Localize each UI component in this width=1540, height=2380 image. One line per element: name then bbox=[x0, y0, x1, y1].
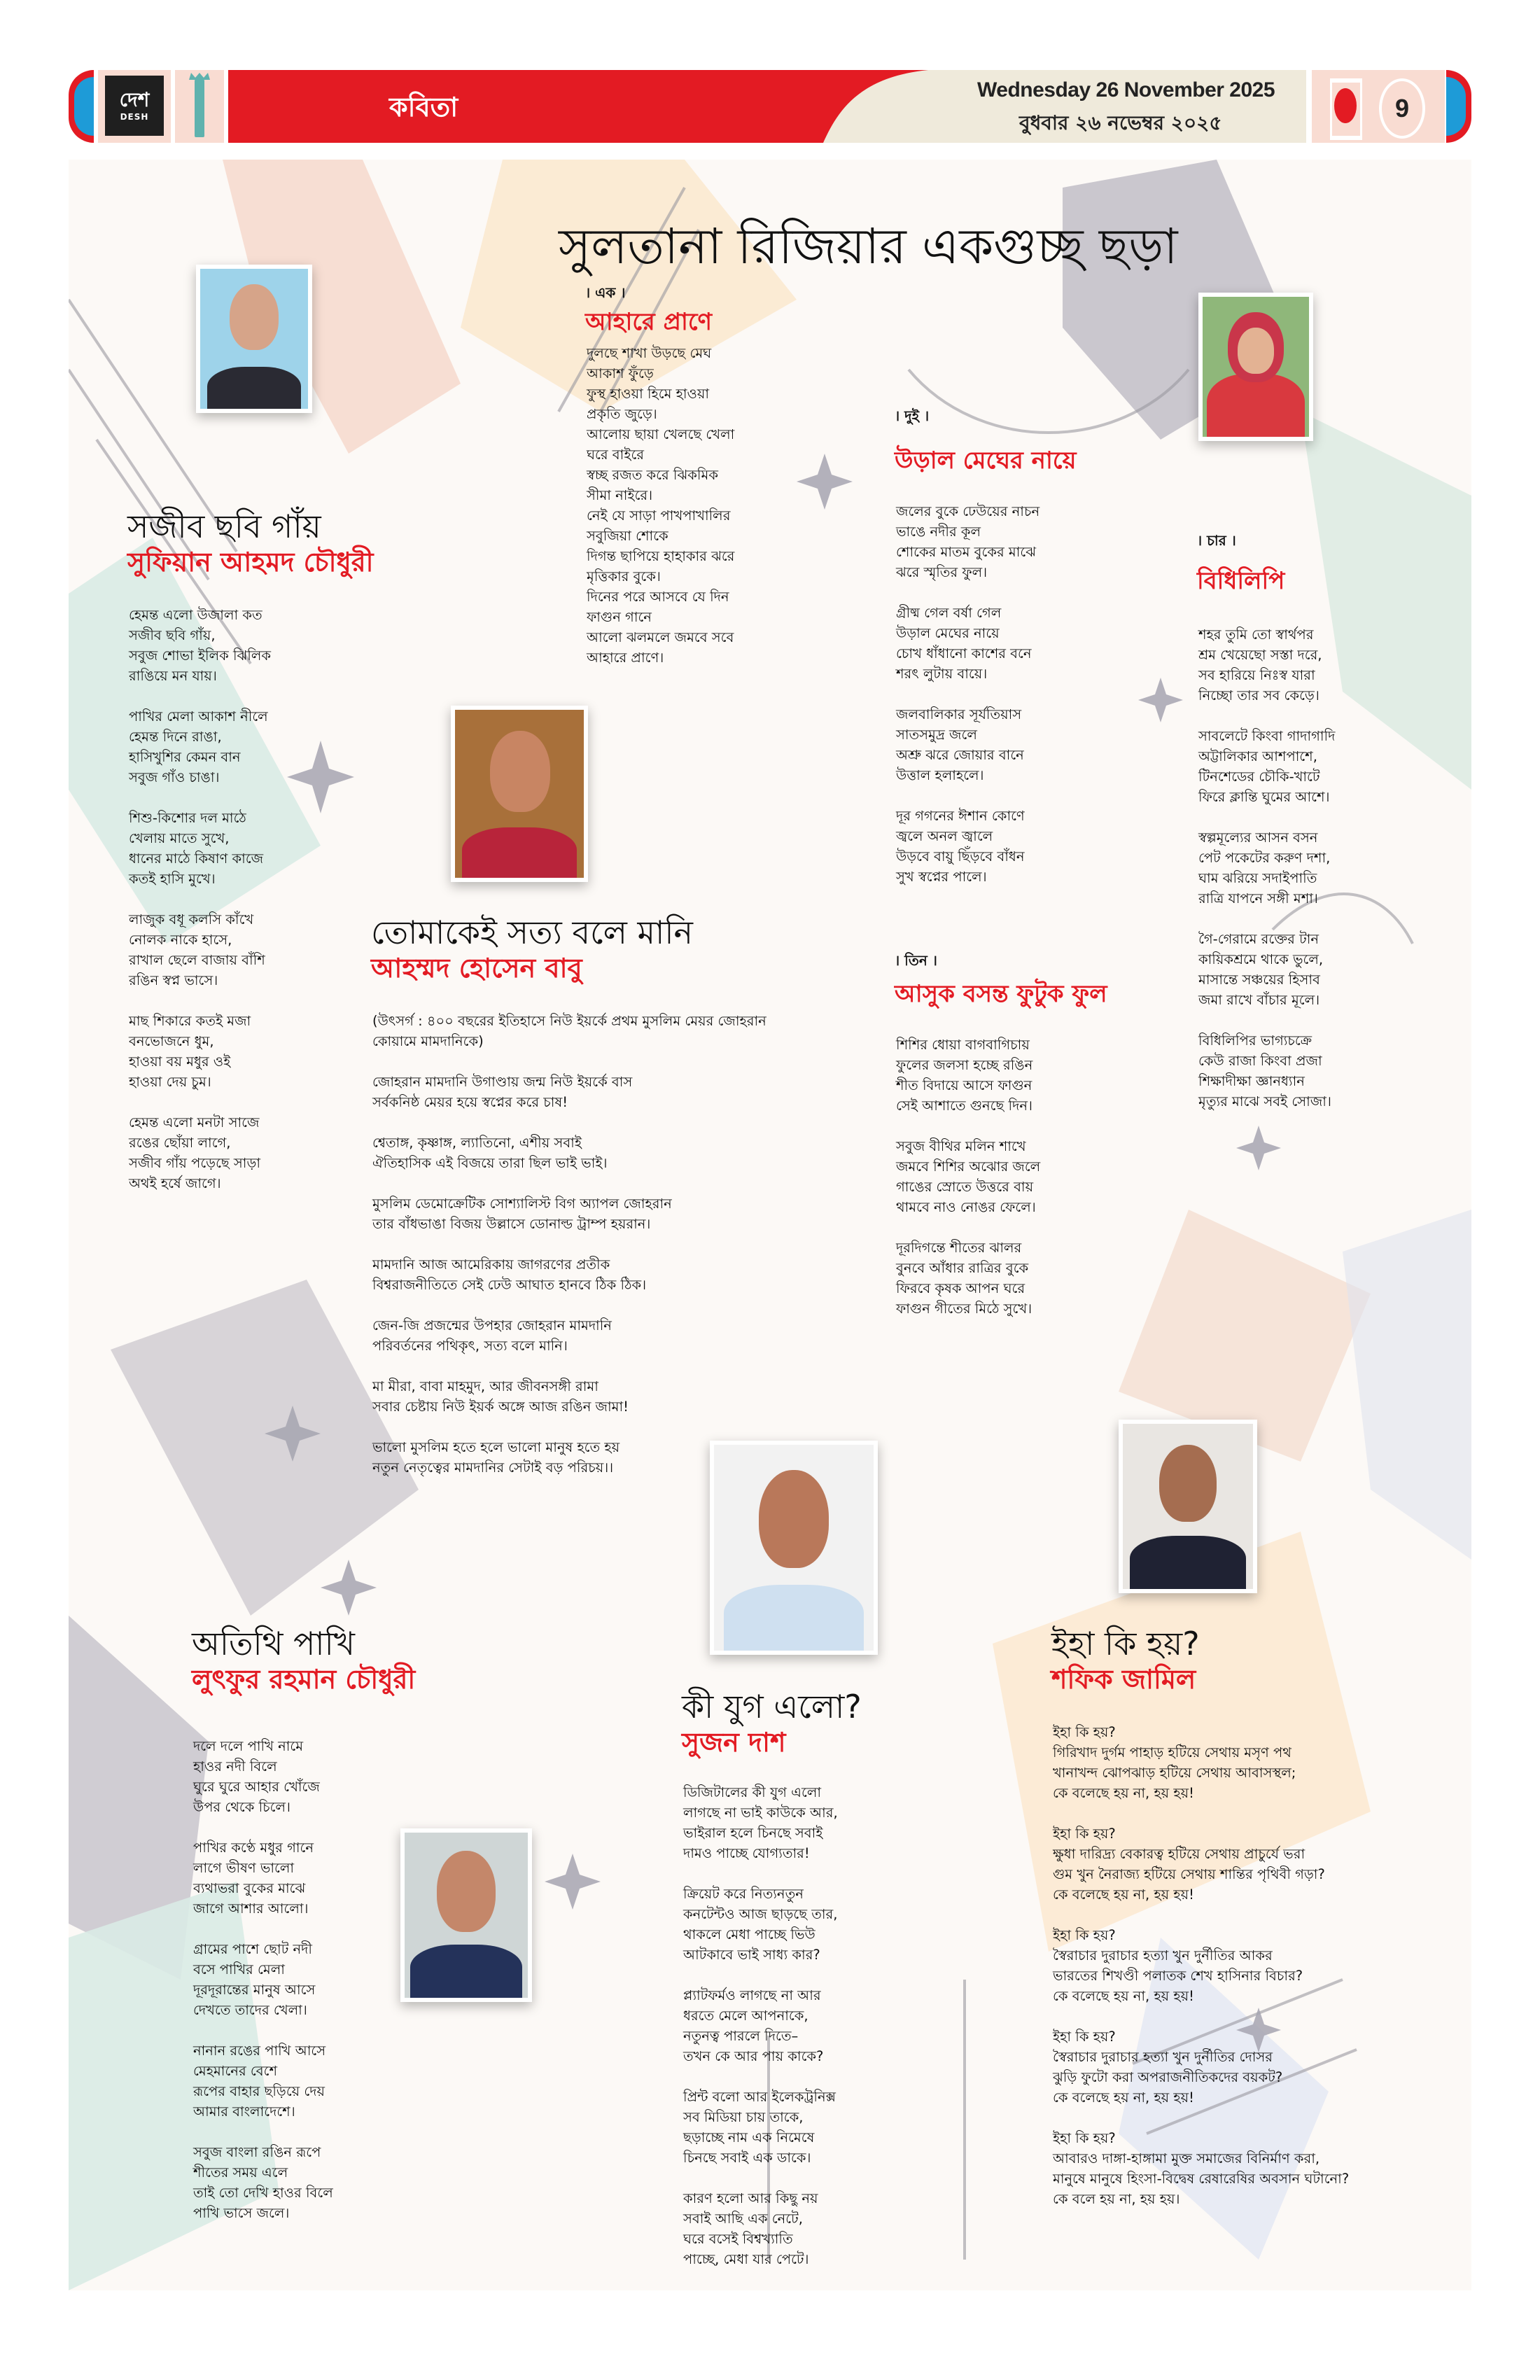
stanza: দূর গগনের ঈশান কোণে জ্বলে অনল জ্বালে উড়বে বায়ু ছিঁড়বে বাঁধন সুখ স্বপ্নের পালে। bbox=[896, 808, 1025, 885]
stanza: নানান রঙের পাখি আসে মেহমানের বেশে রূপের বাহার ছড়িয়ে দেয় আমার বাংলাদেশে। bbox=[193, 2043, 326, 2120]
poet-photo-babu bbox=[451, 706, 588, 882]
stanza: গ্রীষ্ম গেল বর্ষা গেল উড়াল মেঘের নায়ে চোখ ধাঁধানো কাশের বনে শরৎ লুটায় বায়ে। bbox=[896, 605, 1032, 682]
poet-name-sujan: সুজন দাশ bbox=[682, 1727, 786, 1758]
stanza: ক্রিয়েট করে নিত্যনতুন কনটেন্টও আজ ছাড়ছে তার, থাকলে মেধা পাচ্ছে ভিউ আটকাবে ভাই সাধ্য কার? bbox=[683, 1886, 838, 1963]
stanza: মাছ শিকারে কতই মজা বনভোজনে ধুম, হাওয়া বয় মধুর ওই হাওয়া দেয় চুম। bbox=[129, 1013, 251, 1090]
header-left-cap bbox=[69, 70, 94, 143]
poem-body-sajib bbox=[129, 605, 271, 1194]
feature-poem-title-1: আহারে প্রাণে bbox=[585, 308, 713, 336]
stanza: সবুজ বাংলা রঙিন রূপে শীতের সময় এলে তাই তো দেখি হাওর বিলে পাখি ভাসে জলে। bbox=[193, 2144, 333, 2221]
stanza: হেমন্ত এলো মনটা সাজে রঙের ছোঁয়া লাগে, সজীব গাঁয় পড়েছে সাড়া অথই হর্ষে জাগে। bbox=[129, 1114, 261, 1191]
stanza: মুসলিম ডেমোক্রেটিক সোশ্যালিস্ট বিগ অ্যাপল জোহরান তার বাঁধভাঙা বিজয় উল্লাসে ডোনাল্ড ট্রাম্প হয়রান। bbox=[372, 1196, 672, 1232]
stanza: দূরদিগন্তে শীতের ঝালর বুনবে আঁধার রাত্রির বুকে ফিরবে কৃষক আপন ঘরে ফাগুন গীতের মিঠে সুখে। bbox=[896, 1240, 1032, 1317]
stanza: লাজুক বধূ কলসি কাঁখে নোলক নাকে হাসে, রাখাল ছেলে বাজায় বাঁশি রঙিন স্বপ্ন ভাসে। bbox=[129, 911, 265, 988]
feature-poem-title-2: উড়াল মেঘের নায়ে bbox=[895, 447, 1077, 475]
stanza: পাখির মেলা আকাশ নীলে হেমন্ত দিনে রাঙা, হাসিখুশির কেমন বান সবুজ গাঁও চাঙা। bbox=[129, 708, 268, 785]
poem-title-kijug: কী যুগ এলো? bbox=[682, 1688, 862, 1726]
feature-poem-number-3: । তিন । bbox=[895, 952, 937, 969]
stanza: ভালো মুসলিম হতে হলে ভালো মানুষ হতে হয় নতুন নেতৃত্বের মামদানির সেটাই বড় পরিচয়।। bbox=[372, 1439, 620, 1476]
poet-name-lutfur: লুৎফুর রহমান চৌধুরী bbox=[192, 1664, 416, 1695]
feature-title: সুলতানা রিজিয়ার একগুচ্ছ ছড়া bbox=[559, 218, 1178, 275]
page-number: 9 bbox=[1379, 78, 1425, 139]
feature-poem-title-3: আসুক বসন্ত ফুটুক ফুল bbox=[895, 980, 1107, 1008]
stanza: প্রিন্ট বলো আর ইলেকট্রনিক্স সব মিডিয়া চায় তাকে, ছড়াচ্ছে নাম এক নিমেষে চিনছে সবাই এক ডাকে। bbox=[683, 2089, 836, 2166]
header-right-cap bbox=[1446, 70, 1471, 143]
poet-photo-sufian bbox=[196, 265, 312, 413]
stanza: দুলছে শাখা উড়ছে মেঘ আকাশ ফুঁড়ে ফুস্থ হাওয়া হিমে হাওয়া প্রকৃতি জুড়ে। আলোয় ছায়া খেলছে খেলা ঘরে বাইরে স্বচ্ছ রজত করে ঝিকমিক সীমা নাইরে। নেই যে সাড়া পাখপাখালির সবুজিয়া শোকে দিগন্ত ছাপিয়ে হাহাকার ঝরে মৃত্তিকার বুকে। দিনের পরে আসবে যে দিন ফাগুন গানে আলো ঝলমলে জমবে সবে আহারে প্রাণে। bbox=[587, 345, 735, 666]
poet-name-shafiq: শফিক জামিল bbox=[1051, 1664, 1196, 1695]
stanza: ইহা কি হয়? গিরিখাদ দুর্গম পাহাড় হটিয়ে সেথায় মসৃণ পথ খানাখন্দ ঝোপঝাড় হটিয়ে সেথায় আবাসস্থল; কে বলেছে হয় না, হয় হয়! bbox=[1053, 1724, 1296, 1801]
stanza: বিধিলিপির ভাগ্যচক্রে কেউ রাজা কিংবা প্রজা শিক্ষাদীক্ষা জ্ঞানধ্যান মৃত্যুর মাঝে সবই সোজা। bbox=[1198, 1032, 1331, 1110]
stanza: শিশির ধোয়া বাগবাগিচায় ফুলের জলসা হচ্ছে রঙিন শীত বিদায়ে আসে ফাগুন সেই আশাতে গুনছে দিন। bbox=[896, 1037, 1033, 1114]
stanza: দলে দলে পাখি নামে হাওর নদী বিলে ঘুরে ঘুরে আহার খোঁজে উপর থেকে চিলে। bbox=[193, 1738, 320, 1815]
logo-text: দেশ bbox=[119, 88, 150, 111]
stanza: ইহা কি হয়? স্বৈরাচার দুরাচার হত্যা খুন দুর্নীতির দোসর ঝুড়ি ফুটো করা অপরাজনীতিকদের বয়কট? কে বলেছে হয় না, হয় হয়! bbox=[1053, 2029, 1283, 2106]
stanza: জেন-জি প্রজন্মের উপহার জোহরান মামদানি পরিবর্তনের পথিকৃৎ, সত্য বলে মানি। bbox=[372, 1317, 612, 1354]
logo-sub: DESH bbox=[120, 112, 149, 122]
statue-box bbox=[175, 70, 224, 143]
stanza: ইহা কি হয়? স্বৈরাচার দুরাচার হত্যা খুন দুর্নীতির আকর ভারতের শিখণ্ডী পলাতক শেখ হাসিনার বিচার? কে বলেছে হয় না, হয় হয়! bbox=[1053, 1927, 1303, 2004]
stanza: সাবলেটে কিংবা গাদাগাদি অট্টালিকার আশপাশে, টিনশেডের চৌকি-খাটে ফিরে ক্লান্তি ঘুমের আশে। bbox=[1198, 728, 1336, 805]
desh-logo bbox=[105, 76, 164, 136]
date-bengali: বুধবার ২৬ নভেম্বর ২০২৫ bbox=[1019, 111, 1222, 134]
poet-photo-sultana bbox=[1198, 293, 1313, 441]
stanza: ইহা কি হয়? ক্ষুধা দারিদ্র্য বেকারত্ব হটিয়ে সেথায় প্রাচুর্যে ভরা গুম খুন নৈরাজ্য হটিয়ে সেথায় শান্তির পৃথিবী গড়া? কে বলেছে হয় না, হয় হয়! bbox=[1053, 1826, 1325, 1903]
feature-poem-body-3 bbox=[896, 1035, 1040, 1319]
stanza: ডিজিটালের কী যুগ এলো লাগছে না ভাই কাউকে আর, ভাইরাল হলে চিনছে সবাই দামও পাচ্ছে যোগ্যতার! bbox=[683, 1784, 838, 1861]
section-title: কবিতা bbox=[389, 92, 458, 122]
poem-body-iha bbox=[1053, 1722, 1349, 2209]
poet-name-sufian: সুফিয়ান আহমদ চৌধুরী bbox=[127, 547, 374, 578]
poet-photo-shafiq bbox=[1119, 1420, 1257, 1593]
poem-body-tomakei bbox=[372, 1011, 766, 1478]
poem-title-tomakei: তোমাকেই সত্য বলে মানি bbox=[371, 913, 693, 951]
logo-box bbox=[98, 70, 171, 143]
poet-photo-lutfur bbox=[400, 1828, 532, 2002]
poem-body-kijug bbox=[683, 1782, 838, 2269]
poem-title-iha: ইহা কি হয়? bbox=[1051, 1625, 1200, 1662]
stanza: শহর তুমি তো স্বার্থপর শ্রম খেয়েছো সস্তা দরে, সব হারিয়ে নিঃস্ব যারা নিচ্ছো তার সব কেড়ে। bbox=[1198, 626, 1322, 704]
stanza: গৈ-গেরামে রক্তের টান কায়িকশ্রমে থাকে ভুলে, মাসান্তে সঞ্চয়ের হিসাব জমা রাখে বাঁচার মূলে। bbox=[1198, 931, 1324, 1008]
stanza: জোহরান মামদানি উগাণ্ডায় জন্ম নিউ ইয়র্কে বাস সর্বকনিষ্ঠ মেয়র হয়ে স্বপ্নের করে চাষ! bbox=[372, 1074, 633, 1110]
feature-poem-title-4: বিধিলিপি bbox=[1197, 567, 1285, 595]
stanza: পাখির কণ্ঠে মধুর গানে লাগে ভীষণ ভালো ব্যথাভরা বুকের মাঝে জাগে আশার আলো। bbox=[193, 1840, 314, 1917]
statue-of-liberty-icon bbox=[195, 77, 204, 137]
date-english: Wednesday 26 November 2025 bbox=[977, 78, 1275, 102]
stanza: জলের বুকে ঢেউয়ের নাচন ভাঙে নদীর কূল শোকের মাতম বুকের মাঝে ঝরে স্মৃতির ফুল। bbox=[896, 503, 1040, 580]
feature-poem-body-2 bbox=[896, 501, 1040, 887]
stanza: প্ল্যাটফর্মও লাগছে না আর ধরতে মেলে আপনাকে, নতুনত্ব পারলে দিতে– তখন কে আর পায় কাকে? bbox=[683, 1987, 824, 2064]
stanza: মা মীরা, বাবা মাহমুদ, আর জীবনসঙ্গী রামা সবার চেষ্টায় নিউ ইয়র্ক অঙ্গে আজ রঙিন জামা! bbox=[372, 1378, 629, 1415]
stanza: শ্বেতাঙ্গ, কৃষ্ণাঙ্গ, ল্যাতিনো, এশীয় সবাই ঐতিহাসিক এই বিজয়ে তারা ছিল ভাই ভাই। bbox=[372, 1135, 608, 1171]
poem-body-atithi bbox=[193, 1736, 333, 2223]
poet-name-babu: আহম্মদ হোসেন বাবু bbox=[371, 953, 582, 983]
stanza: হেমন্ত এলো উজালা কত সজীব ছবি গাঁয়, সবুজ শোভা ইলিক ঝিলিক রাঙিয়ে মন যায়। bbox=[129, 607, 272, 684]
stanza: স্বল্পমূল্যের আসন বসন পেট পকেটের করুণ দশা, ঘাম ঝরিয়ে সদাইপাতি রাত্রি যাপনে সঙ্গী মশা। bbox=[1198, 830, 1331, 906]
stanza: কারণ হলো আর কিছু নয় সবাই আছি এক নেটে, ঘরে বসেই বিশ্বখ্যাতি পাচ্ছে, মেধা যার পেটে। bbox=[683, 2190, 818, 2267]
stanza: ইহা কি হয়? আবারও দাঙ্গা-হাঙ্গামা মুক্ত সমাজের বিনির্মাণ করা, মানুষে মানুষে হিংসা-বিদ্বেষ রেষারেষির অবসান ঘটানো? কে বলে হয় না, হয় হয়। bbox=[1053, 2130, 1350, 2207]
feature-poem-body-4 bbox=[1198, 624, 1335, 1112]
poem-title-sajib: সজীব ছবি গাঁয় bbox=[127, 507, 321, 545]
poetry-page bbox=[69, 160, 1471, 2290]
page-number-box bbox=[1312, 70, 1445, 143]
header-band bbox=[228, 70, 1306, 143]
stanza: মামদানি আজ আমেরিকায় জাগরণের প্রতীক বিশ্বরাজনীতিতে সেই ঢেউ আঘাত হানবে ঠিক ঠিক। bbox=[372, 1256, 647, 1293]
stanza: গ্রামের পাশে ছোট নদী বসে পাখির মেলা দূরদূরান্তের মানুষ আসে দেখতে তাদের খেলা। bbox=[193, 1941, 316, 2018]
poem-title-atithi: অতিথি পাখি bbox=[192, 1625, 356, 1662]
stanza: সবুজ বীথির মলিন শাখে জমবে শিশির অঝোর জলে গাঙের স্রোতে উত্তরে বায় থামবে নাও নোঙর ফেলে। bbox=[896, 1138, 1041, 1215]
feature-poem-number-4: । চার । bbox=[1197, 532, 1236, 549]
feature-poem-number-1: । এক । bbox=[585, 284, 626, 301]
stanza: শিশু-কিশোর দল মাঠে খেলায় মাতে সুখে, ধানের মাঠে কিষাণ কাজে কতই হাসি মুখে। bbox=[129, 810, 264, 887]
stanza: জলবালিকার সূর্যতিয়াস সাতসমুদ্র জলে অশ্রু ঝরে জোয়ার বানে উত্তাল হলাহলে। bbox=[896, 706, 1024, 783]
monument-icon bbox=[1330, 78, 1361, 133]
feature-poem-number-2: । দুই । bbox=[895, 407, 930, 424]
stanza: (উৎসর্গ : ৪০০ বছরের ইতিহাসে নিউ ইয়র্কে প্রথম মুসলিম মেয়র জোহরান কোয়ামে মামদানিকে) bbox=[372, 1013, 766, 1049]
page-header bbox=[69, 70, 1471, 143]
feature-poem-body-1 bbox=[587, 343, 734, 668]
